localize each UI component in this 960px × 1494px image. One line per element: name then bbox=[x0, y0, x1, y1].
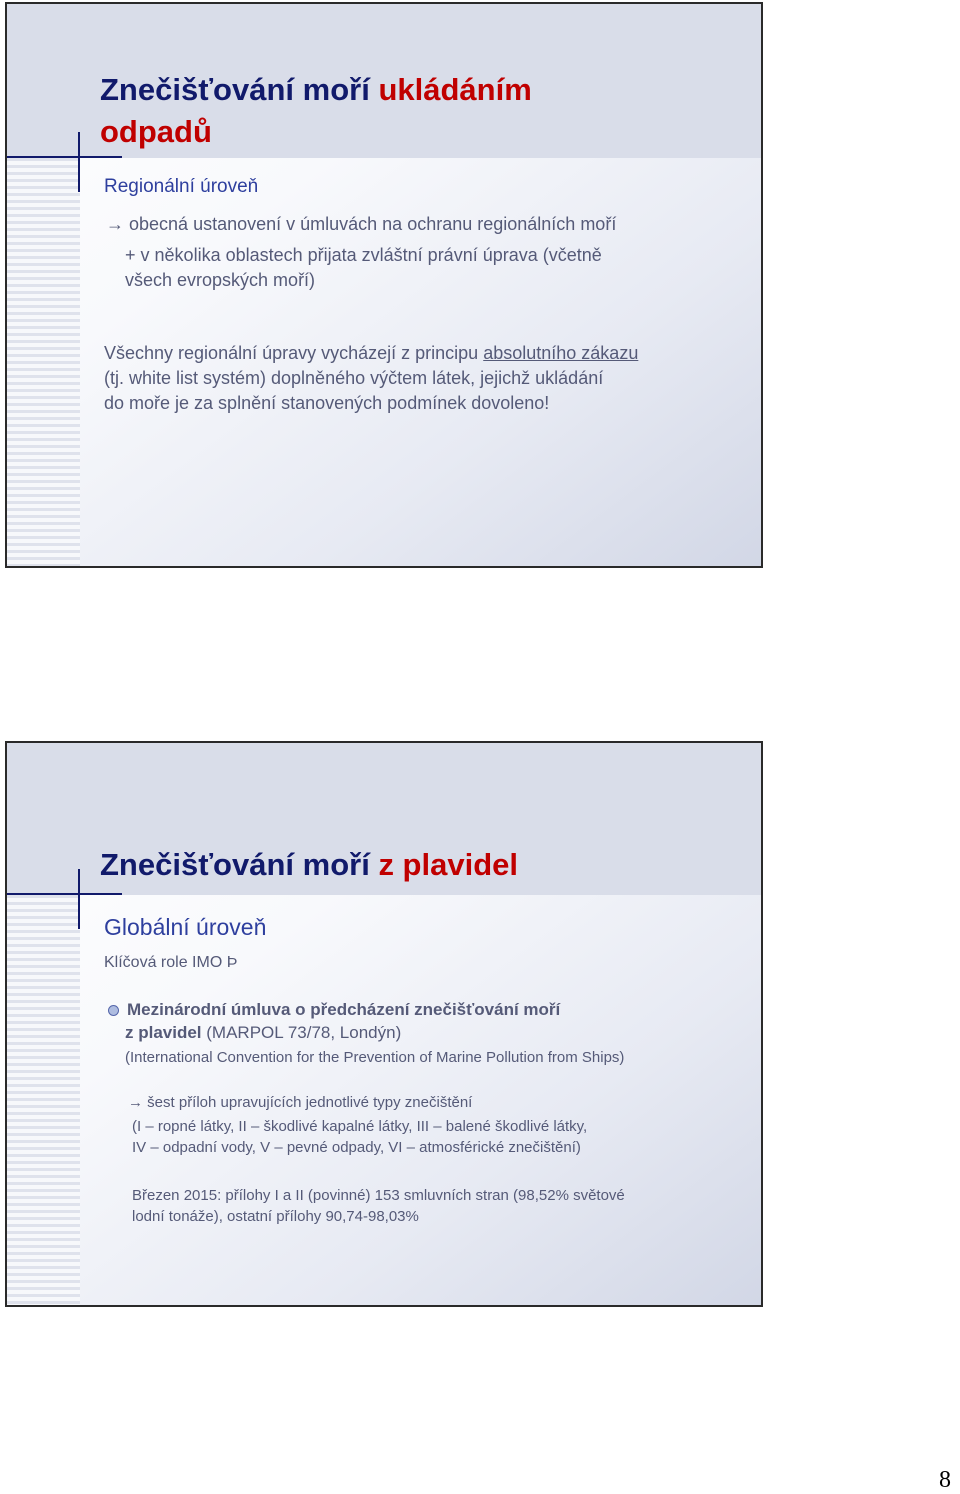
text-line: Březen 2015: přílohy I a II (povinné) 153 smluvních stran (98,52% světové bbox=[132, 1187, 625, 1204]
bullet-item bbox=[108, 998, 560, 1021]
page-number: 8 bbox=[939, 1467, 951, 1493]
text-line bbox=[106, 212, 616, 237]
title-highlight: z plavidel bbox=[378, 847, 518, 882]
arrow-icon: → bbox=[128, 1094, 143, 1111]
text-line-body: Klíčová role IMO bbox=[104, 954, 223, 971]
title-main: Znečišťování moří bbox=[100, 72, 370, 107]
slide-side-stripes bbox=[7, 158, 80, 568]
text-line-body: šest příloh upravujících jednotlivé typy znečištění bbox=[147, 1094, 473, 1111]
title-main: Znečišťování moří bbox=[100, 847, 370, 882]
slide-title bbox=[100, 69, 532, 153]
slide-title bbox=[100, 844, 518, 886]
slide-side-stripes bbox=[7, 895, 80, 1305]
section-heading: Globální úroveň bbox=[104, 914, 267, 940]
title-underline bbox=[7, 156, 122, 158]
title-highlight: ukládáním bbox=[378, 72, 532, 107]
title-underline bbox=[7, 893, 122, 895]
text-line: do moře je za splnění stanovených podmínek dovoleno! bbox=[104, 393, 550, 413]
bullet-icon bbox=[108, 1005, 119, 1016]
underlined-term: absolutního zákazu bbox=[483, 343, 639, 363]
bullet-bold-text: Mezinárodní úmluva o předcházení znečišťování moří bbox=[127, 1000, 561, 1019]
text-line: IV – odpadní vody, V – pevné odpady, VI – atmosférické znečištění) bbox=[132, 1139, 581, 1156]
plus-icon: + bbox=[125, 245, 136, 265]
arrow-icon: → bbox=[106, 214, 124, 234]
slide-1 bbox=[5, 2, 763, 568]
text-line bbox=[128, 1092, 472, 1113]
title-cross-line bbox=[78, 132, 80, 192]
text-line: všech evropských moří) bbox=[125, 270, 316, 290]
bullet-item-cont bbox=[125, 1021, 401, 1044]
implies-icon: Þ bbox=[226, 954, 238, 971]
text-line-body: v několika oblastech přijata zvláštní právní úprava (včetně bbox=[140, 245, 602, 265]
text-line: (International Convention for the Prevention of Marine Pollution from Ships) bbox=[125, 1049, 625, 1066]
text-line-body: obecná ustanovení v úmluvách na ochranu regionálních moří bbox=[129, 214, 617, 234]
text-line-body: (MARPOL 73/78, Londýn) bbox=[206, 1023, 402, 1042]
title-highlight-2: odpadů bbox=[100, 114, 212, 149]
bullet-bold-text: z plavidel bbox=[125, 1023, 202, 1042]
text-line: (I – ropné látky, II – škodlivé kapalné látky, III – balené škodlivé látky, bbox=[132, 1118, 588, 1135]
text-line: (tj. white list systém) doplněného výčtem látek, jejichž ukládání bbox=[104, 368, 604, 388]
text-line bbox=[104, 952, 237, 974]
text-line: lodní tonáže), ostatní přílohy 90,74-98,03% bbox=[132, 1208, 419, 1225]
text-line bbox=[125, 243, 602, 268]
text-line-body: Všechny regionální úpravy vycházejí z principu bbox=[104, 343, 479, 363]
title-cross-line bbox=[78, 869, 80, 929]
section-heading: Regionální úroveň bbox=[104, 176, 259, 197]
slide-2 bbox=[5, 741, 763, 1307]
text-line bbox=[104, 341, 638, 366]
